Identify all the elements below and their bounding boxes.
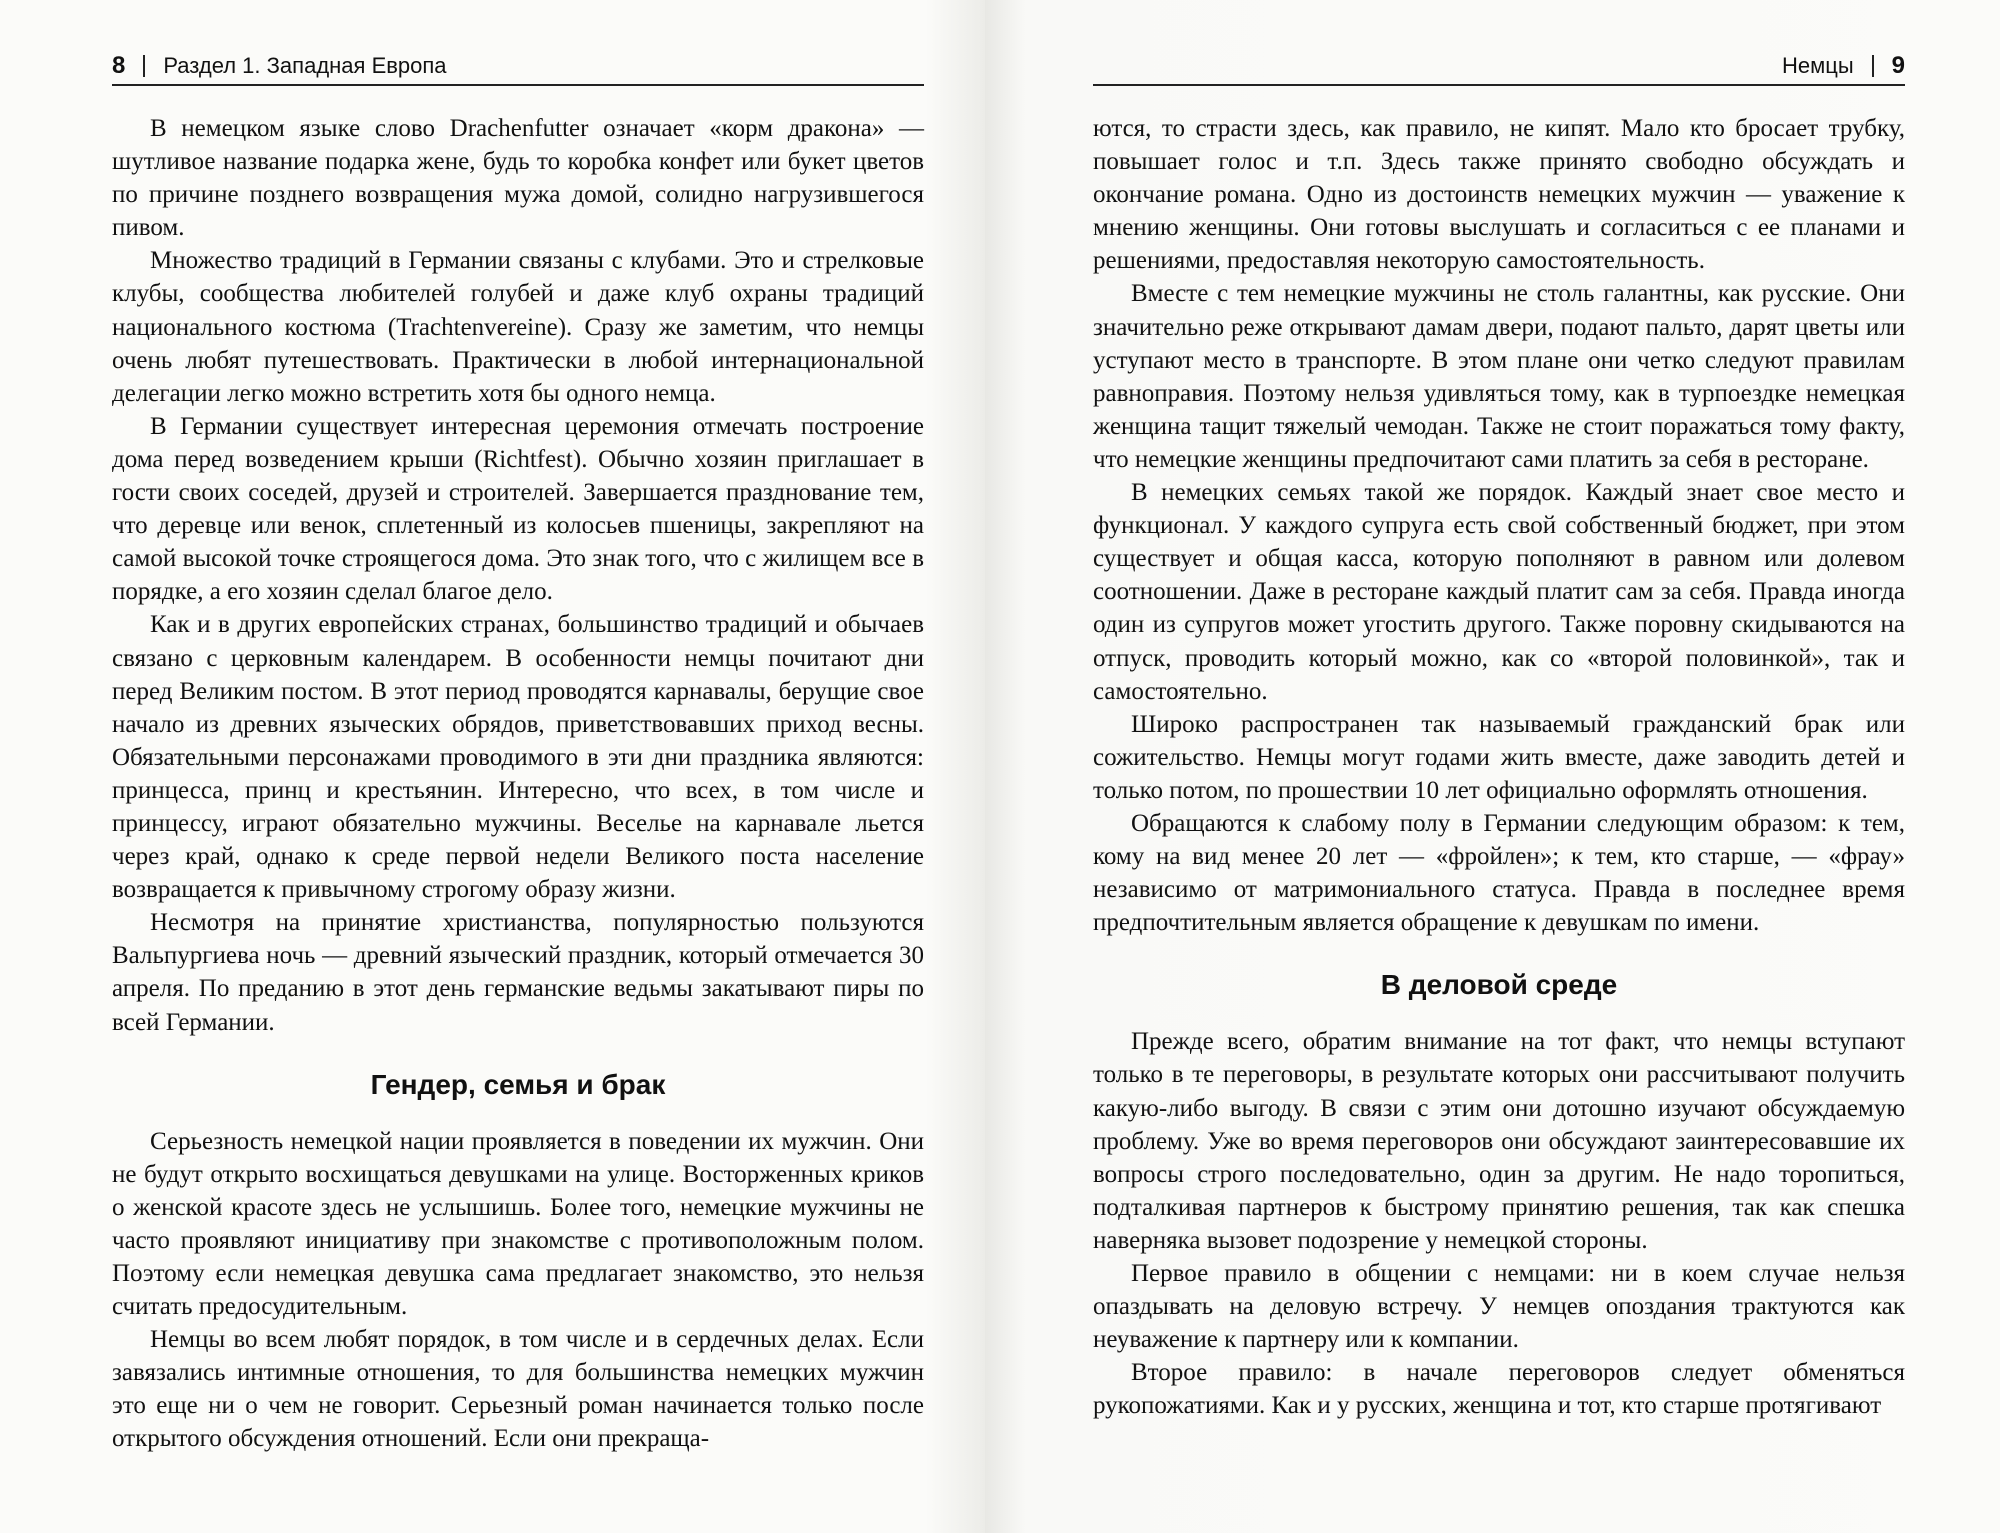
- paragraph: Серьезность немецкой нации проявляется в поведении их мужчин. Они не будут открыто восхищаться девушками на улице. Восторженных криков о женской красоте здесь не услышишь. Более того, немецкие мужчины не часто проявляют инициативу при знакомстве с противоположным полом. Поэтому если немецкая девушка сама предлагает знакомство, это нельзя считать предосудительным.: [112, 1127, 924, 1321]
- paragraph: Первое правило в общении с немцами: ни в коем случае нельзя опаздывать на деловую встречу. У немцев опоздания трактуются как неуважение к партнеру или к компании.: [1093, 1260, 1905, 1354]
- right-running-title: Немцы: [1781, 53, 1854, 78]
- left-page-text: [112, 112, 924, 1456]
- paragraph: Широко распространен так называемый гражданский брак или сожительство. Немцы могут годами жить вместе, даже заводить детей и только потом, по прошествии 10 лет официально оформлять отношения.: [1093, 710, 1905, 804]
- left-running-title: Раздел 1. Западная Европа: [163, 53, 447, 78]
- paragraph: Несмотря на принятие христианства, популярностью пользуются Вальпургиева ночь — древний языческий праздник, который отмечается 30 апреля. По преданию в этот день германские ведьмы закатывают пиры по всей Германии.: [112, 909, 924, 1036]
- paragraph: Множество традиций в Германии связаны с клубами. Это и стрелковые клубы, сообщества любителей голубей и даже клуб охраны традиций национального костюма (Trachtenvereine). Сразу же заметим, что немцы очень любят путешествовать. Практически в любой интернациональной делегации легко можно встретить хотя бы одного немца.: [112, 247, 924, 407]
- section-heading-gender: Гендер, семья и брак: [370, 1068, 666, 1100]
- running-head-separator: [143, 55, 145, 77]
- paragraph: Немцы во всем любят порядок, в том числе и в сердечных делах. Если завязались интимные отношения, то для большинства немецких мужчин это еще ни о чем не говорит. Серьезный роман начинается только после открытого обсуждения отношений. Если они прекраща-: [112, 1326, 924, 1453]
- right-page-number: 9: [1891, 52, 1905, 79]
- left-running-head: [112, 48, 924, 86]
- paragraph: Вместе с тем немецкие мужчины не столь галантны, как русские. Они значительно реже открывают дамам двери, подают пальто, дарят цветы или уступают место в транспорте. В этом плане они четко следуют правилам равноправия. Поэтому нельзя удивляться тому, как в турпоездке немецкая женщина тащит тяжелый чемодан. Также не стоит поражаться тому факту, что немецкие женщины предпочитают сами платить за себя в ресторане.: [1093, 280, 1905, 473]
- paragraph: Как и в других европейских странах, большинство традиций и обычаев связано с церковным календарем. В особенности немцы почитают дни перед Великим постом. В этот период проводятся карнавалы, берущие свое начало из древних языческих обрядов, приветствовавших приход весны. Обязательными персонажами проводимого в эти дни праздника являются: принцесса, принц и крестьянин. Интересно, что всех, в том числе и принцессу, играют обязательно мужчины. Веселье на карнавале льется через край, однако к среде первой недели Великого поста население возвращается к привычному строгому образу жизни.: [112, 611, 924, 904]
- left-page-number: 8: [112, 52, 126, 79]
- paragraph: В немецком языке слово Drachenfutter означает «корм дракона» — шутливое название подарка жене, будь то коробка конфет или букет цветов по причине позднего возвращения мужа домой, солидно нагрузившегося пивом.: [112, 115, 924, 242]
- left-page: [0, 0, 985, 1533]
- right-page-text: [1093, 112, 1905, 1422]
- section-heading-business: В деловой среде: [1380, 969, 1618, 1001]
- running-head-separator: [1872, 55, 1874, 77]
- paragraph: Второе правило: в начале переговоров следует обменяться рукопожатиями. Как и у русских, женщина и тот, кто старше протягивают: [1093, 1359, 1905, 1420]
- paragraph: Обращаются к слабому полу в Германии следующим образом: к тем, кому на вид менее 20 лет — «фройлен»; к тем, кто старше, — «фрау» независимо от матримониального статуса. Правда в последнее время предпочтительным является обращение к девушкам по имени.: [1093, 809, 1905, 937]
- right-running-head: [1093, 48, 1905, 86]
- paragraph: Прежде всего, обратим внимание на тот факт, что немцы вступают только в те переговоры, в результате которых они рассчитывают получить какую-либо выгоду. В связи с этим они дотошно изучают обсуждаемую проблему. Уже во время переговоров они обсуждают заинтересовавшие их вопросы строго последовательно, один за другим. Не надо торопиться, подталкивая партнеров к быстрому принятию решения, так как спешка наверняка вызовет подозрение у немецкой стороны.: [1093, 1028, 1905, 1254]
- right-page: [985, 0, 2000, 1533]
- paragraph: В немецких семьях такой же порядок. Каждый знает свое место и функционал. У каждого супруга есть свой собственный бюджет, при этом существует и общая касса, которую пополняют в равном или долевом соотношении. Даже в ресторане каждый платит сам за себя. Правда иногда один из супругов может угостить другого. Также поровну скидываются на отпуск, проводить который можно, как со «второй половинкой», так и самостоятельно.: [1093, 479, 1905, 705]
- paragraph-continued: ются, то страсти здесь, как правило, не кипят. Мало кто бросает трубку, повышает голос и т.п. Здесь также принято свободно обсуждать и окончание романа. Одно из достоинств немецких мужчин — уважение к мнению женщины. Они готовы выслушать и согласиться с ее планами и решениями, предоставляя некоторую самостоятельность.: [1093, 115, 1905, 275]
- paragraph: В Германии существует интересная церемония отмечать построение дома перед возведением крыши (Richtfest). Обычно хозяин приглашает в гости своих соседей, друзей и строителей. Завершается празднование тем, что деревце или венок, сплетенный из колосьев пшеницы, закрепляют на самой высокой точке строящегося дома. Это знак того, что с жилищем все в порядке, а его хозяин сделал благое дело.: [112, 412, 924, 606]
